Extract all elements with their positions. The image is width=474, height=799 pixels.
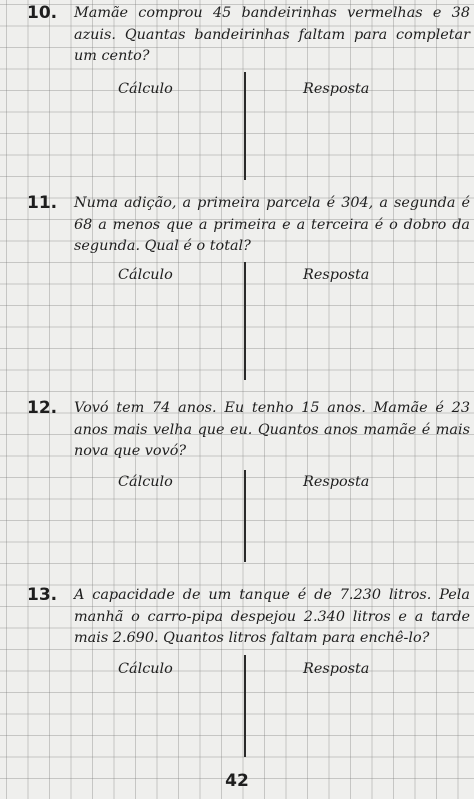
divider-line <box>244 72 246 180</box>
problem-number: 11. <box>27 193 58 213</box>
divider-line <box>244 655 246 757</box>
divider-line <box>244 262 246 380</box>
problem-text: Vovó tem 74 anos. Eu tenho 15 anos. Mamãe é 23 anos mais velha que eu. Quantos anos mamãe é mais nova que vovó? <box>74 400 470 459</box>
page-number: 42 <box>225 771 249 791</box>
answer-label: Resposta <box>303 474 370 490</box>
divider-line <box>244 470 246 562</box>
answer-label: Resposta <box>303 81 370 97</box>
calculation-label: Cálculo <box>118 267 173 283</box>
answer-label: Resposta <box>303 267 370 283</box>
calculation-label: Cálculo <box>118 474 173 490</box>
problem-number: 13. <box>27 585 58 605</box>
answer-label: Resposta <box>303 661 370 677</box>
problem-number: 10. <box>27 3 58 23</box>
problem-number: 12. <box>27 398 58 418</box>
calculation-label: Cálculo <box>118 81 173 97</box>
calculation-label: Cálculo <box>118 661 173 677</box>
problem-text: Numa adição, a primeira parcela é 304, a segunda é 68 a menos que a primeira e a terceira é o dobro da segunda. Qual é o total? <box>74 195 470 254</box>
problem-text: A capacidade de um tanque é de 7.230 litros. Pela manhã o carro-pipa despejou 2.340 litros e a tarde mais 2.690. Quantos litros faltam para enchê-lo? <box>74 587 470 646</box>
problem-text: Mamãe comprou 45 bandeirinhas vermelhas e 38 azuis. Quantas bandeirinhas faltam para completar um cento? <box>74 5 470 64</box>
